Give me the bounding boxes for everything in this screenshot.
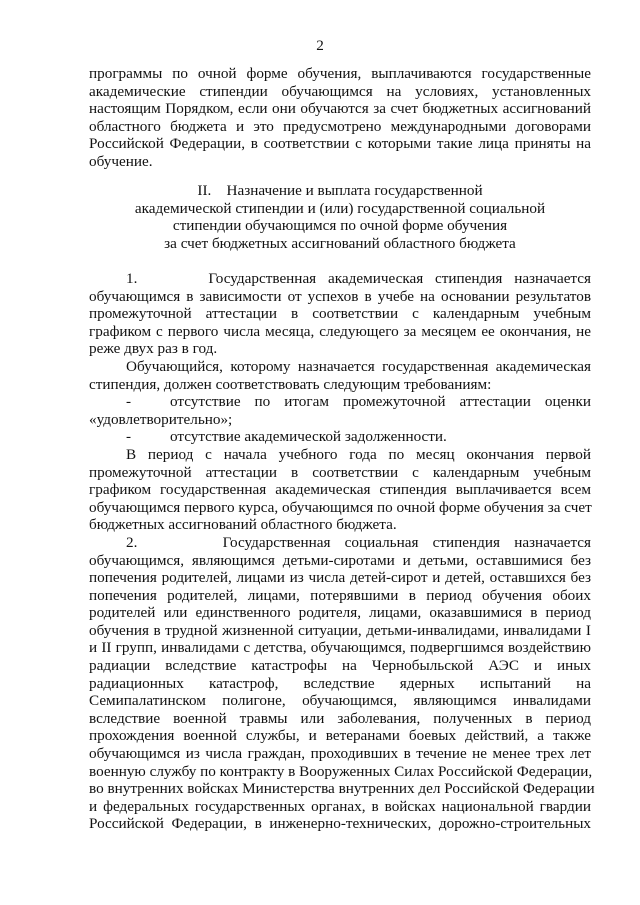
text-line: обучающимся в зависимости от успехов в учебе на основании результатов — [89, 287, 591, 305]
main-text — [89, 270, 595, 833]
text-line: радиации вследствие катастрофы на Чернобыльской АЭС и иных — [89, 657, 591, 675]
text-line: обучения в трудной жизненной ситуации, детьми-инвалидами, инвалидами I — [89, 621, 591, 639]
text-line: отсутствие академической задолженности. — [170, 428, 447, 446]
text-line: стипендия, должен соответствовать следующим требованиям: — [89, 375, 492, 393]
text-line: промежуточной аттестации в соответствии с календарным учебным — [89, 305, 591, 323]
text-line: вследствие военной травмы или заболевания, полученных в период — [89, 709, 591, 727]
requirement-item — [89, 393, 591, 428]
text-line: обучающимся из числа граждан, проходивших в течение не менее трех лет — [89, 745, 591, 763]
text-line: Обучающийся, которому назначается государственная академическая — [126, 357, 591, 375]
text-line: попечения родителей, лицами из числа детей-сирот и детей, оставшихся без — [89, 569, 591, 587]
text-line: отсутствие по итогам промежуточной аттестации оценки — [170, 393, 591, 411]
text-line: обучение. — [89, 152, 153, 170]
text-line: настоящим Порядком, если они обучаются за счет бюджетных ассигнований — [89, 100, 591, 118]
text-line: обучающимся, являющимся детьми-сиротами и детьми, оставшимися без — [89, 551, 591, 569]
text-line: и федеральных государственных органах, в войсках национальной гвардии — [89, 797, 591, 815]
heading-line: за счет бюджетных ассигнований областного бюджета — [164, 234, 516, 252]
requirements-paragraph — [89, 358, 591, 393]
text-line: 2. Государственная социальная стипендия назначается — [126, 533, 591, 551]
text-line: В период с начала учебного года по месяц окончания первой — [126, 445, 591, 463]
text-line: радиационных катастроф, вследствие ядерных испытаний на — [89, 674, 591, 692]
heading-line: стипендии обучающимся по очной форме обучения — [172, 217, 508, 235]
text-line: военную службу по контракту в Вооруженных Силах Российской Федерации, — [89, 762, 593, 780]
item-2-paragraph — [89, 533, 595, 833]
page-number: 2 — [316, 37, 324, 54]
text-line: Семипалатинском полигоне, обучающимся, являющимся инвалидами — [89, 692, 591, 710]
text-line: Российской Федерации, в соответствии с которыми такие лица приняты на — [89, 135, 591, 153]
text-line: попечения родителей, лицами, потерявшими в период обучения обоих — [89, 586, 591, 604]
first-period-paragraph — [89, 446, 591, 534]
intro-paragraph — [89, 65, 591, 171]
text-line: графиком государственная академическая стипендия выплачивается всем — [89, 481, 591, 499]
heading-line: академической стипендии и (или) государственной социальной — [134, 199, 546, 217]
heading-line: II. Назначение и выплата государственной — [197, 182, 483, 199]
dash-marker: - — [126, 393, 132, 411]
text-line: родителей или единственного родителя, лицами, оказавшимися в период — [89, 604, 591, 622]
requirement-item — [89, 428, 591, 446]
text-line: графиком с первого числа месяца, следующего за месяцем ее окончания, не — [89, 322, 591, 340]
text-line: обучающимся первого курса, обучающимся по очной форме обучения за счет — [89, 498, 592, 516]
text-line: программы по очной форме обучения, выплачиваются государственные — [89, 65, 591, 82]
text-line: «удовлетворительно»; — [89, 410, 233, 428]
text-line: бюджетных ассигнований областного бюджета. — [89, 516, 397, 534]
text-line: прохождения военной службы, и ветеранами боевых действий, а также — [89, 727, 591, 745]
section-heading — [89, 182, 591, 252]
text-line: и II групп, инвалидами с детства, обучающимся, подвергшимся воздействию — [89, 639, 591, 657]
text-line: во внутренних войсках Министерства внутренних дел Российской Федерации — [89, 780, 595, 798]
item-1-paragraph — [89, 270, 591, 358]
text-line: реже двух раз в год. — [89, 340, 218, 358]
text-line: Российской Федерации, в инженерно-технических, дорожно-строительных — [89, 815, 591, 833]
text-line: областного бюджета и это предусмотрено международными договорами — [89, 117, 591, 135]
dash-marker: - — [126, 428, 132, 446]
text-line: промежуточной аттестации в соответствии с календарным учебным — [89, 463, 591, 481]
text-line: академические стипендии обучающимся на условиях, установленных — [89, 82, 591, 100]
text-line: 1. Государственная академическая стипендия назначается — [126, 270, 591, 287]
